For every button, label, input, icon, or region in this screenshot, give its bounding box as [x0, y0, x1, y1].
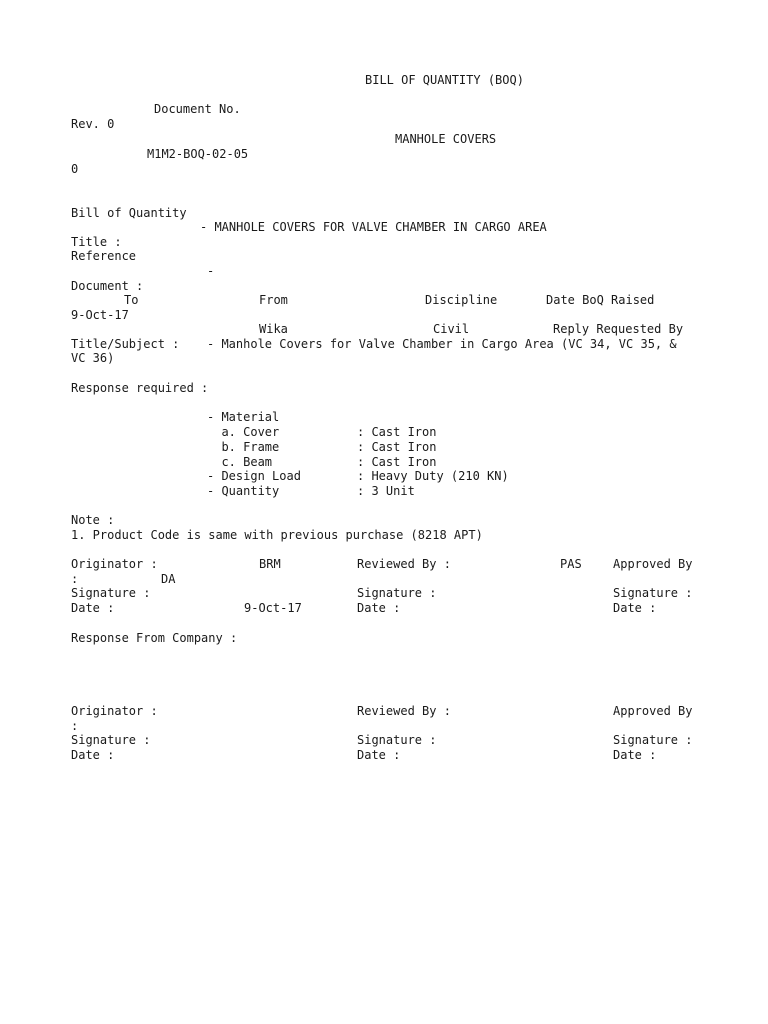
from-value: Wika — [259, 322, 288, 336]
spec-item-key: - Quantity — [207, 484, 280, 498]
originator-signature-label: Signature : — [71, 586, 151, 600]
company-approved-by-colon: : — [71, 719, 79, 733]
company-response-label: Response From Company : — [71, 631, 238, 645]
company-originator-label: Originator : — [71, 704, 158, 718]
subject-label: Title/Subject : — [71, 337, 180, 351]
approved-by-label: Approved By — [613, 557, 693, 571]
reviewer-date-label: Date : — [357, 601, 401, 615]
spec-item-key: - Design Load — [207, 469, 301, 483]
to-label: To — [124, 293, 139, 307]
approved-by-colon: : — [71, 572, 79, 586]
spec-item-value: : Cast Iron — [357, 440, 437, 454]
rev-value: 0 — [71, 162, 79, 176]
company-approver-date-label: Date : — [613, 748, 657, 762]
company-approved-by-label: Approved By — [613, 704, 693, 718]
spec-item-value: : Cast Iron — [357, 425, 437, 439]
discipline-label: Discipline — [425, 293, 498, 307]
date-raised-value: 9-Oct-17 — [71, 308, 129, 322]
reply-requested-label: Reply Requested By — [553, 322, 684, 336]
company-reviewer-signature-label: Signature : — [357, 733, 437, 747]
spec-item-value: : Heavy Duty (210 KN) — [357, 469, 509, 483]
title-label: Title : — [71, 235, 122, 249]
approver-signature-label: Signature : — [613, 586, 693, 600]
approver-date-label: Date : — [613, 601, 657, 615]
date-raised-label: Date BoQ Raised — [546, 293, 655, 307]
document-no-label: Document No. — [154, 102, 241, 116]
note-line: 1. Product Code is same with previous purchase (8218 APT) — [71, 528, 483, 542]
note-label: Note : — [71, 513, 115, 527]
subject-heading: MANHOLE COVERS — [395, 132, 497, 146]
reviewer-signature-label: Signature : — [357, 586, 437, 600]
document-label: Document : — [71, 279, 144, 293]
reviewed-by-value: PAS — [560, 557, 582, 571]
spec-item-key: a. Cover — [207, 425, 280, 439]
subject-value-cont: VC 36) — [71, 351, 115, 365]
originator-date-label: Date : — [71, 601, 115, 615]
discipline-value: Civil — [433, 322, 470, 336]
document-no-value: M1M2-BOQ-02-05 — [147, 147, 249, 161]
originator-value: BRM — [259, 557, 281, 571]
company-reviewer-date-label: Date : — [357, 748, 401, 762]
boq-label: Bill of Quantity — [71, 206, 187, 220]
spec-item-value: : Cast Iron — [357, 455, 437, 469]
spec-item-key: - Material — [207, 410, 280, 424]
document-title: BILL OF QUANTITY (BOQ) — [365, 73, 524, 87]
rev-label: Rev. 0 — [71, 117, 115, 131]
subject-value: - Manhole Covers for Valve Chamber in Cargo Area (VC 34, VC 35, & — [207, 337, 677, 351]
spec-item-key: c. Beam — [207, 455, 273, 469]
company-originator-signature-label: Signature : — [71, 733, 151, 747]
boq-title-value: - MANHOLE COVERS FOR VALVE CHAMBER IN CARGO AREA — [200, 220, 547, 234]
originator-label: Originator : — [71, 557, 158, 571]
spec-item-key: b. Frame — [207, 440, 280, 454]
from-label: From — [259, 293, 288, 307]
company-reviewed-by-label: Reviewed By : — [357, 704, 451, 718]
response-required-label: Response required : — [71, 381, 209, 395]
company-originator-date-label: Date : — [71, 748, 115, 762]
reference-value: - — [207, 264, 215, 278]
approved-by-value: DA — [161, 572, 176, 586]
company-approver-signature-label: Signature : — [613, 733, 693, 747]
originator-date-value: 9-Oct-17 — [244, 601, 302, 615]
spec-item-value: : 3 Unit — [357, 484, 415, 498]
reviewed-by-label: Reviewed By : — [357, 557, 451, 571]
reference-label: Reference — [71, 249, 137, 263]
